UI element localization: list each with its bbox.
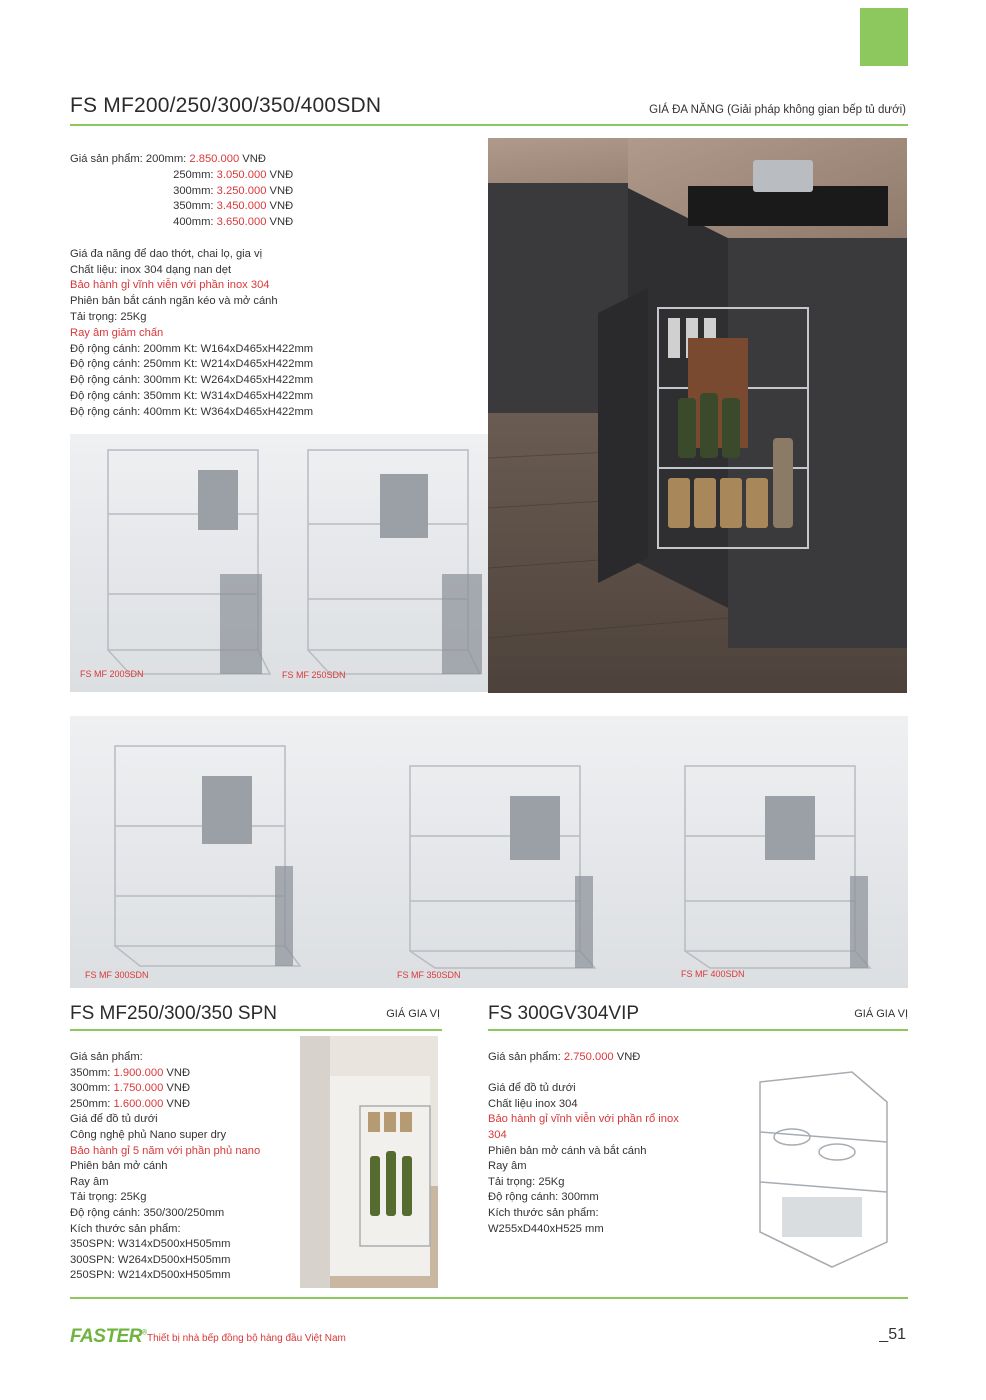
page-number: _51	[879, 1326, 906, 1343]
section3-specs	[488, 1050, 748, 1237]
section2-title: FS MF250/300/350 SPN	[70, 1003, 277, 1024]
product-panel-top	[70, 434, 488, 692]
basket-illustrations	[70, 434, 488, 692]
gv304vip-basket-photo	[752, 1062, 892, 1272]
spec-line: Ray âm	[70, 1175, 109, 1188]
price-row: 250mm: 3.050.000 VNĐ	[173, 168, 294, 181]
feature-list	[70, 247, 480, 421]
price-row: Giá sản phẩm: 2.750.000 VNĐ	[488, 1051, 641, 1063]
basket-300sdn-cutlery	[202, 776, 252, 844]
spec-line: Bảo hành gỉ vĩnh viễn với phần rổ inox	[488, 1113, 679, 1126]
spec-line: 350SPN: W314xD500xH505mm	[70, 1238, 231, 1251]
basket-400sdn-rail	[850, 876, 868, 968]
basket-200sdn-cutlery	[198, 470, 238, 530]
feature-line: Độ rộng cánh: 400mm Kt: W364xD465xH422mm	[70, 405, 314, 418]
feature-line: Chất liệu: inox 304 dạng nan dẹt	[70, 263, 232, 276]
spec-line: Công nghệ phủ Nano super dry	[70, 1128, 227, 1141]
spec-line: 250SPN: W214xD500xH505mm	[70, 1269, 231, 1282]
feature-line: Ray âm giảm chấn	[70, 326, 164, 339]
label-400sdn: FS MF 400SDN	[681, 969, 745, 979]
section1-specs	[70, 152, 480, 421]
spec-line: Giá để đồ tủ dưới	[488, 1082, 576, 1095]
label-250sdn: FS MF 250SDN	[282, 670, 346, 680]
section3-divider	[488, 1029, 908, 1031]
spec-line: Kích thước sản phẩm:	[70, 1222, 181, 1235]
basket-250sdn-rail	[442, 574, 482, 674]
basket-300sdn-rail	[275, 866, 293, 966]
spec-line: Tải trọng: 25Kg	[488, 1175, 565, 1188]
section2-divider	[70, 1029, 442, 1031]
kitchen-cabinet-photo	[488, 138, 907, 693]
spice-rack-photo	[300, 1036, 438, 1288]
spec-line: Phiên bản mở cánh	[70, 1160, 168, 1173]
feature-line: Độ rộng cánh: 200mm Kt: W164xD465xH422mm	[70, 342, 314, 355]
label-350sdn: FS MF 350SDN	[397, 970, 461, 980]
spec-line: Tải trọng: 25Kg	[70, 1191, 147, 1204]
spec-line: Chất liệu inox 304	[488, 1097, 578, 1110]
footer-tagline: Thiết bị nhà bếp đồng bộ hàng đầu Việt Nam	[147, 1333, 346, 1344]
spec-line: Độ rộng cánh: 350/300/250mm	[70, 1206, 225, 1219]
header-divider	[70, 124, 908, 126]
feature-line: Giá đa năng để dao thớt, chai lọ, gia vị	[70, 247, 263, 260]
spec-line: Giá để đồ tủ dưới	[70, 1113, 158, 1126]
spec-line: 250mm: 1.600.000 VNĐ	[70, 1097, 191, 1110]
feature-line: Phiên bản bắt cánh ngăn kéo và mở cánh	[70, 295, 278, 308]
spec-line: Phiên bản mở cánh và bắt cánh	[488, 1144, 647, 1157]
basket-250sdn-cutlery	[380, 474, 428, 538]
feature-line: Tải trọng: 25Kg	[70, 310, 147, 323]
faster-logo: FASTER®	[70, 1326, 147, 1347]
spec-line: 304	[488, 1128, 507, 1141]
basket-200sdn-rail	[220, 574, 262, 674]
price-row: 300mm: 3.250.000 VNĐ	[173, 184, 294, 197]
spec-line: Ray âm	[488, 1160, 527, 1173]
feature-line: Độ rộng cánh: 350mm Kt: W314xD465xH422mm	[70, 389, 314, 402]
label-300sdn: FS MF 300SDN	[85, 970, 149, 980]
spec-line: W255xD440xH525 mm	[488, 1222, 604, 1235]
green-page-tab	[860, 8, 908, 66]
product-panel-middle	[70, 716, 908, 988]
gv304vip-basket-illustration	[752, 1062, 892, 1272]
spec-line: Độ rộng cánh: 300mm	[488, 1191, 599, 1204]
basket-350sdn	[410, 766, 595, 968]
label-200sdn: FS MF 200SDN	[80, 669, 144, 679]
section2-specs	[70, 1050, 300, 1284]
spec-line: Giá sản phẩm:	[70, 1051, 143, 1063]
kitchen-photo-illustration	[488, 138, 907, 693]
feature-line: Độ rộng cánh: 250mm Kt: W214xD465xH422mm	[70, 358, 314, 371]
spec-line: Bảo hành gỉ 5 năm với phần phủ nano	[70, 1144, 261, 1157]
price-row: 350mm: 3.450.000 VNĐ	[173, 200, 294, 213]
price-row: Giá sản phẩm: 200mm: 2.850.000 VNĐ	[70, 153, 266, 165]
basket-350sdn-rail	[575, 876, 593, 968]
section2-subtitle: GIÁ GIA VỊ	[386, 1008, 440, 1020]
basket-350sdn-cutlery	[510, 796, 560, 860]
basket-illustrations-row	[70, 716, 908, 988]
feature-line: Bảo hành gỉ vĩnh viễn với phần inox 304	[70, 279, 270, 292]
footer-divider	[70, 1297, 908, 1299]
page-subtitle: GIÁ ĐA NĂNG (Giải pháp không gian bếp tủ dưới)	[649, 104, 906, 116]
price-row: 400mm: 3.650.000 VNĐ	[173, 216, 294, 229]
feature-line: Độ rộng cánh: 300mm Kt: W264xD465xH422mm	[70, 374, 314, 387]
section3-subtitle: GIÁ GIA VỊ	[854, 1008, 908, 1020]
spec-line: 300mm: 1.750.000 VNĐ	[70, 1082, 191, 1095]
spec-line: Kích thước sản phẩm:	[488, 1206, 599, 1219]
spec-line: 300SPN: W264xD500xH505mm	[70, 1253, 231, 1266]
spec-line: 350mm: 1.900.000 VNĐ	[70, 1066, 191, 1079]
basket-400sdn-cutlery	[765, 796, 815, 860]
section3-title: FS 300GV304VIP	[488, 1003, 640, 1024]
page-title: FS MF200/250/300/350/400SDN	[70, 94, 382, 117]
spice-rack-illustration	[300, 1036, 438, 1288]
